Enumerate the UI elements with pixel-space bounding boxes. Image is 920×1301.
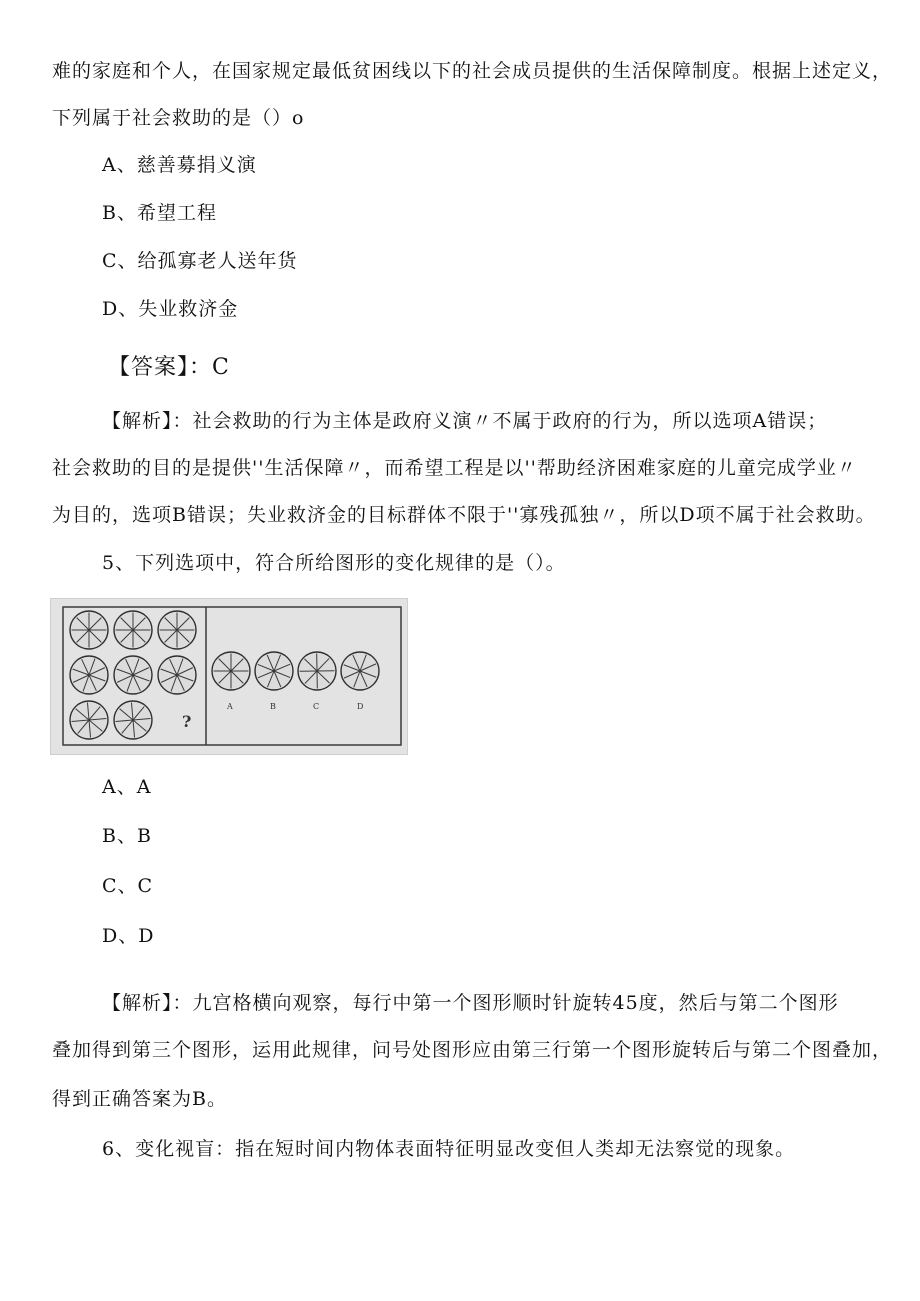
q5-stem: 5、下列选项中，符合所给图形的变化规律的是（）。 bbox=[102, 552, 566, 574]
choice-label-c: C bbox=[313, 702, 320, 711]
choice-wheel-2 bbox=[255, 652, 293, 690]
grid-wheel-4 bbox=[70, 656, 108, 694]
q4-option-c: C、给孤寡老人送年货 bbox=[102, 250, 298, 272]
choice-wheel-3 bbox=[298, 652, 336, 690]
choice-wheel-1 bbox=[212, 652, 250, 690]
q5-analysis-line-3: 得到正确答案为B。 bbox=[52, 1088, 227, 1110]
answer-choices bbox=[212, 652, 379, 690]
grid-wheel-6 bbox=[158, 656, 196, 694]
q5-puzzle-svg bbox=[51, 599, 407, 754]
grid-wheel-3 bbox=[158, 611, 196, 649]
q4-stem-line-2: 下列属于社会救助的是（）o bbox=[52, 107, 305, 129]
q4-analysis-line-2: 社会救助的目的是提供''生活保障〃，而希望工程是以''帮助经济困难家庭的儿童完成学业〃 bbox=[52, 457, 857, 479]
q4-option-a: A、慈善募捐义演 bbox=[102, 154, 257, 176]
q5-analysis-line-1: 【解析】：九宫格横向观察，每行中第一个图形顺时针旋转45度，然后与第二个图形 bbox=[102, 992, 839, 1014]
grid-wheel-8 bbox=[114, 701, 152, 739]
choice-label-b: B bbox=[270, 702, 276, 711]
q4-analysis-line-1: 【解析】：社会救助的行为主体是政府义演〃不属于政府的行为，所以选项A错误； bbox=[102, 410, 828, 432]
q5-option-c: C、C bbox=[102, 875, 154, 897]
question-mark: ? bbox=[182, 712, 192, 731]
choice-wheel-4 bbox=[341, 652, 379, 690]
q5-figure-puzzle bbox=[50, 598, 408, 755]
q6-stem: 6、变化视盲：指在短时间内物体表面特征明显改变但人类却无法察觉的现象。 bbox=[102, 1138, 796, 1160]
grid-wheel-2 bbox=[114, 611, 152, 649]
choice-label-a: A bbox=[227, 702, 233, 711]
grid-wheel-5 bbox=[114, 656, 152, 694]
nine-grid bbox=[70, 611, 196, 739]
q5-option-d: D、D bbox=[102, 925, 155, 947]
q4-option-b: B、希望工程 bbox=[102, 202, 217, 224]
q4-answer: 【答案】：C bbox=[108, 355, 230, 380]
choice-label-d: D bbox=[357, 702, 364, 711]
q4-stem-line-1: 难的家庭和个人，在国家规定最低贫困线以下的社会成员提供的生活保障制度。根据上述定义， bbox=[52, 60, 893, 82]
q4-analysis-line-3: 为目的，选项B错误；失业救济金的目标群体不限于''寡残孤独〃，所以D项不属于社会救助。 bbox=[52, 504, 876, 526]
grid-wheel-7 bbox=[70, 701, 108, 739]
q4-option-d: D、失业救济金 bbox=[102, 298, 239, 320]
grid-wheel-1 bbox=[70, 611, 108, 649]
q5-analysis-line-2: 叠加得到第三个图形，运用此规律，问号处图形应由第三行第一个图形旋转后与第二个图叠加， bbox=[52, 1039, 893, 1061]
q5-option-b: B、B bbox=[102, 825, 152, 847]
q5-option-a: A、A bbox=[102, 776, 152, 798]
